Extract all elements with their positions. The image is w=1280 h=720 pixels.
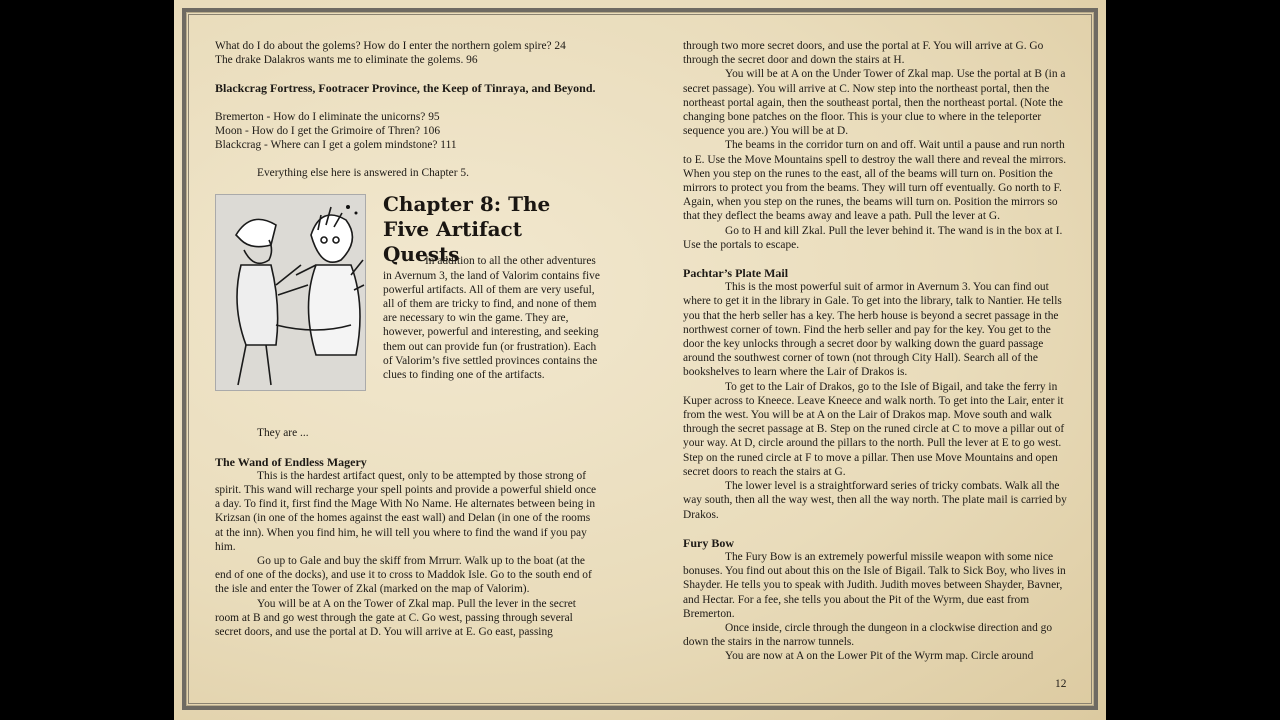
fury-bow-heading: Fury Bow bbox=[683, 535, 734, 550]
chapter-block bbox=[215, 194, 601, 426]
zkal-paragraph: Go to H and kill Zkal. Pull the lever behind it. The wand is in the box at I. Use the portals to escape. bbox=[683, 224, 1063, 251]
beams-paragraph: The beams in the corridor turn on and off. Wait until a pause and run north to E. Use the Move Mountains spell to destroy the wall there and reveal the mirrors. When you step on the runes to the east, all of the beams will turn on. Position the mirrors to protect you from the beams. They will turn off eventually. Go north to F. Again, when you step on the runes, the beams will turn on. Position the mirrors so that they deflect the beams away and leave a path. Pull the lever at G. bbox=[683, 139, 1067, 223]
question-dalakros: The drake Dalakros wants me to eliminate the golems. 96 bbox=[215, 54, 478, 67]
right-column bbox=[683, 39, 1068, 664]
question-blackcrag: Blackcrag - Where can I get a golem mindstone? 111 bbox=[215, 139, 457, 152]
wand-paragraph-1: This is the hardest artifact quest, only to be attempted by those strong of spirit. This wand will recharge your spell points and provide a powerful shield once a day. To find it, first find the Mage With No Name. He alternates between being in Krizsan (in one of the homes against the east wall) and Delan (in one of the rooms at the inn). When you find him, he will tell you where to find the wand if you pay him. bbox=[215, 469, 597, 553]
under-tower-paragraph: You will be at A on the Under Tower of Zkal map. Use the portal at B (in a secret passage). You will arrive at C. Now step into the northeast portal, then the northeast portal again, then the southeast portal, then the northeast portal. (Note the changing bone patches on the floor. This is your clue to where in the teleporter sequence you are.) You will be at D. bbox=[683, 68, 1066, 138]
wand-paragraph-3: You will be at A on the Tower of Zkal map. Pull the lever in the secret room at B and go west through the gate at C. Go west, passing through several secret doors, and use the portal at D. You will arrive at E. Go east, passing bbox=[215, 597, 576, 639]
everything-else-note: Everything else here is answered in Chapter 5. bbox=[257, 167, 469, 180]
left-column bbox=[215, 39, 601, 639]
wand-paragraph-2: Go up to Gale and buy the skiff from Mrrurr. Walk up to the boat (at the end of one of the docks), and use it to cross to Maddok Isle. Go to the south end of the isle and enter the Tower of Zkal (marked on the map of Valorim). bbox=[215, 555, 592, 596]
chapter-illustration bbox=[215, 194, 366, 391]
plate-paragraph-2: To get to the Lair of Drakos, go to the Isle of Bigail, and take the ferry in Kuper across to Kneece. Leave Kneece and walk north. To get into the Lair, enter it from the west. You will be at A on the Lair of Drakos map. Move south and walk through the secret passage at B. Step on the runed circle at C to move a pillar out of your way. At D, circle around the pillars to the north. Pull the lever at E to go west. Step on the runed circle at F to move a pillar. Then use Move Mountains and open secret doors to reach the stairs at G. bbox=[683, 380, 1065, 478]
wand-heading: The Wand of Endless Magery bbox=[215, 454, 367, 469]
bow-paragraph-3: You are now at A on the Lower Pit of the Wyrm map. Circle around bbox=[725, 650, 1034, 663]
question-golem-spire: What do I do about the golems? How do I enter the northern golem spire? 24 bbox=[215, 40, 566, 52]
chapter-intro-text: In addition to all the other adventures in Avernum 3, the land of Valorim contains five powerful artifacts. All of them are very useful, all of them are tricky to find, and none of them are necessary to win the game. They are, however, powerful and interesting, and seeking them out can provide fun (or frustration). Each of Valorim’s five settled provinces contains the clues to finding one of the artifacts. bbox=[383, 255, 600, 382]
chapter-intro bbox=[383, 254, 601, 382]
bow-paragraph-2: Once inside, circle through the dungeon in a clockwise direction and go down the stairs in the narrow tunnels. bbox=[683, 621, 1053, 649]
they-are-text: They are ... bbox=[257, 427, 309, 440]
section-heading-blackcrag: Blackcrag Fortress, Footracer Province, the Keep of Tinraya, and Beyond. bbox=[215, 81, 596, 96]
chapter-title: Chapter 8: The Five Artifact Quests bbox=[383, 192, 551, 267]
plate-paragraph-1: This is the most powerful suit of armor in Avernum 3. You can find out where to get it in the library in Gale. To get into the library, talk to Nantier. He tells you that the herb seller has a key. The herb house is beyond a secret passage in the northwest corner of town. Find the herb seller and pay for the key. You get to the door the key unlocks through a secret door by walking down the guard passage around the southwest corner of town (not through City Hall). Search all of the bookshelves to learn where the Lair of Drakos is. bbox=[683, 281, 1062, 379]
question-moon: Moon - How do I get the Grimoire of Thren? 106 bbox=[215, 124, 441, 137]
plate-paragraph-3: The lower level is a straightforward series of tricky combats. Walk all the way south, then all the way west, then all the way north. The plate mail is carried by Drakos. bbox=[683, 480, 1067, 521]
plate-mail-heading: Pachtar’s Plate Mail bbox=[683, 266, 789, 281]
page-number: 12 bbox=[1055, 678, 1067, 690]
bow-paragraph-1: The Fury Bow is an extremely powerful missile weapon with some nice bonuses. You find out about this on the Isle of Bigail. Talk to Sick Boy, who lives in Shayder. He tells you to speak with Judith. Judith moves between Shayder, Bavner, and Hectar. For a fee, she tells you about the Pit of the Wyrm, due east from Bremerton. bbox=[683, 550, 1066, 620]
wand-continued: through two more secret doors, and use the portal at F. You will arrive at G. Go through the secret door and down the stairs at H. bbox=[683, 40, 1044, 67]
question-bremerton: Bremerton - How do I eliminate the unicorns? 95 bbox=[215, 110, 440, 123]
